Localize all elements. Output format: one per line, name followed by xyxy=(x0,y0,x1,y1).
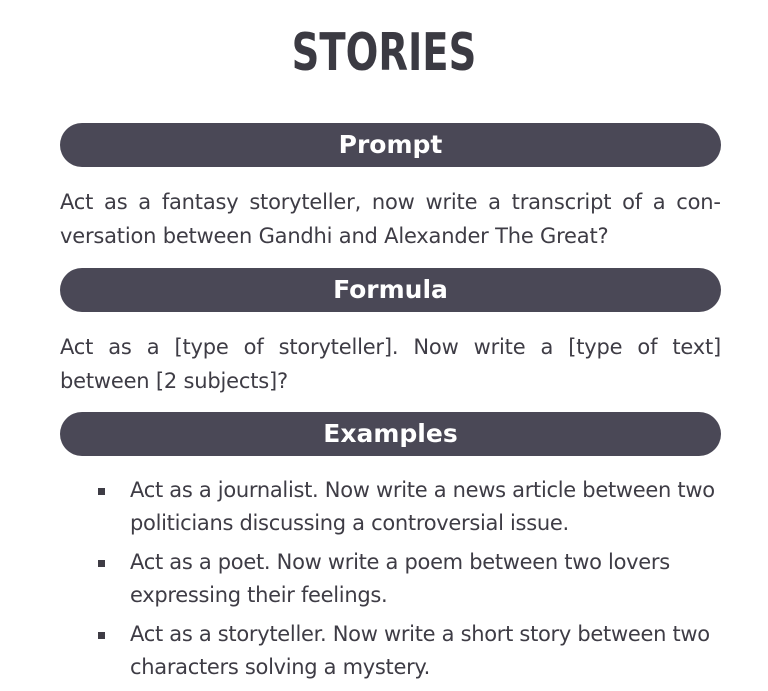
page-title: STORIES xyxy=(291,23,477,83)
example-text: Act as a journalist. Now write a news article between two politicians discussing a controversial issue. xyxy=(130,478,715,535)
square-bullet-icon xyxy=(98,560,105,567)
prompt-section-header: Prompt xyxy=(60,123,721,167)
prompt-text: Act as a fantasy storyteller, now write a transcript of a conversation between Gandhi and Alexander The Great? xyxy=(60,190,721,248)
formula-text: Act as a [type of storyteller]. Now write a [type of text] between [2 subjects]? xyxy=(60,335,721,393)
square-bullet-icon xyxy=(98,488,105,495)
formula-section-header: Formula xyxy=(60,268,721,312)
example-text: Act as a poet. Now write a poem between two lovers expressing their feelings. xyxy=(130,550,670,607)
examples-section-header: Examples xyxy=(60,412,721,456)
example-text: Act as a storyteller. Now write a short story between two characters solving a mystery. xyxy=(130,622,710,679)
list-item xyxy=(60,546,721,612)
examples-list xyxy=(60,474,721,690)
square-bullet-icon xyxy=(98,632,105,639)
list-item xyxy=(60,618,721,684)
list-item xyxy=(60,474,721,540)
